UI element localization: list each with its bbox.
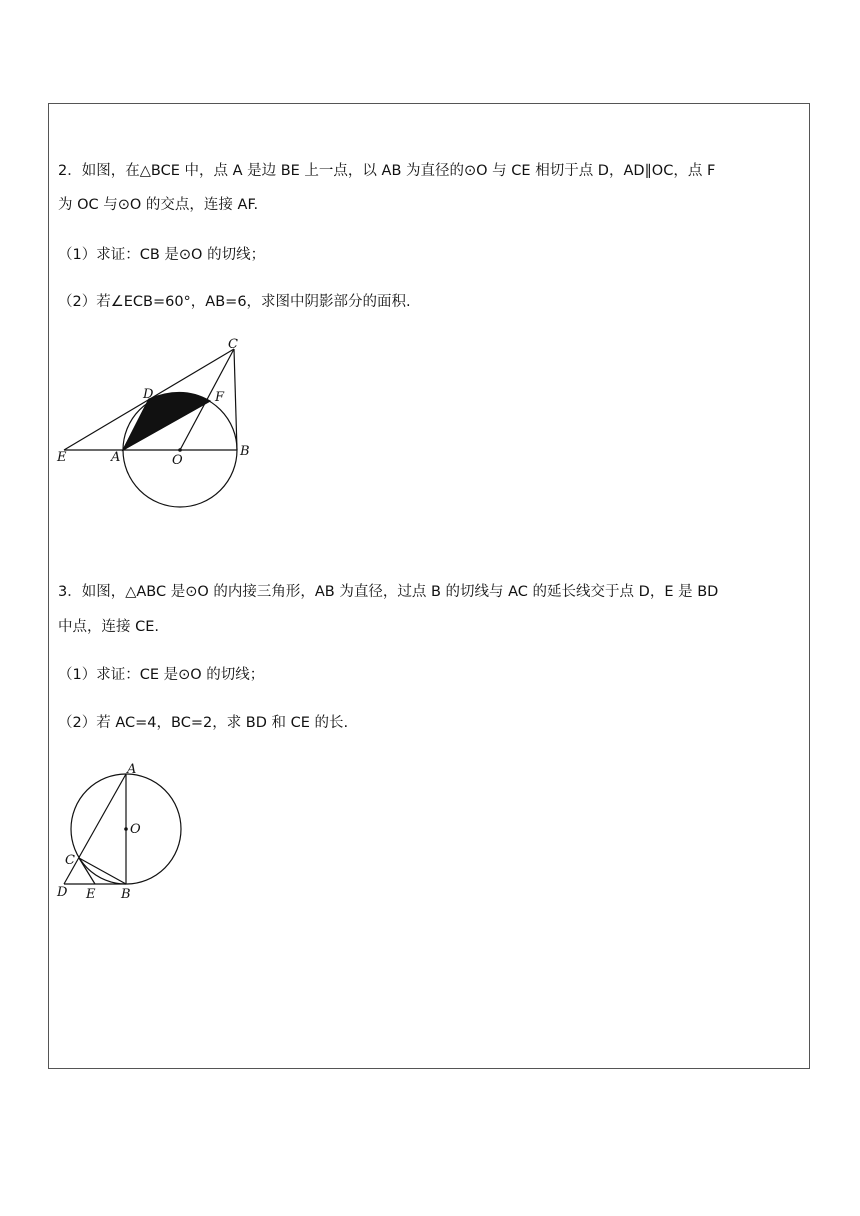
problem-2-statement-line-2: 为 OC 与⊙O 的交点，连接 AF.	[58, 197, 259, 213]
label-b: B	[240, 444, 250, 459]
label-f: F	[215, 390, 225, 405]
label-a: A	[127, 762, 137, 777]
label-d: D	[143, 387, 154, 402]
problem-3-statement-line-2: 中点，连接 CE.	[58, 619, 160, 635]
problem-2-part-2: （2）若∠ECB=60°，AB=6，求图中阴影部分的面积.	[58, 294, 411, 310]
label-c: C	[228, 337, 238, 352]
problem-2-statement-line-1: 2．如图，在△BCE 中，点 A 是边 BE 上一点，以 AB 为直径的⊙O 与 CE 相切于点 D，AD∥OC，点 F	[58, 163, 716, 179]
center-point-o	[124, 827, 128, 831]
problem-3-statement-line-1: 3．如图，△ABC 是⊙O 的内接三角形，AB 为直径，过点 B 的切线与 AC 的延长线交于点 D，E 是 BD	[58, 584, 719, 600]
label-c: C	[65, 853, 75, 868]
label-b: B	[121, 887, 131, 902]
label-a: A	[111, 450, 121, 465]
label-o: O	[130, 822, 141, 837]
label-o: O	[172, 453, 183, 468]
label-d: D	[57, 885, 68, 900]
label-e: E	[57, 450, 67, 465]
segment-cb	[79, 858, 126, 884]
problem-2-part-1: （1）求证：CB 是⊙O 的切线；	[58, 247, 266, 263]
problem-3-part-1: （1）求证：CE 是⊙O 的切线；	[58, 667, 265, 683]
label-e: E	[86, 887, 96, 902]
problem-3-part-2: （2）若 AC=4，BC=2，求 BD 和 CE 的长.	[58, 715, 349, 731]
